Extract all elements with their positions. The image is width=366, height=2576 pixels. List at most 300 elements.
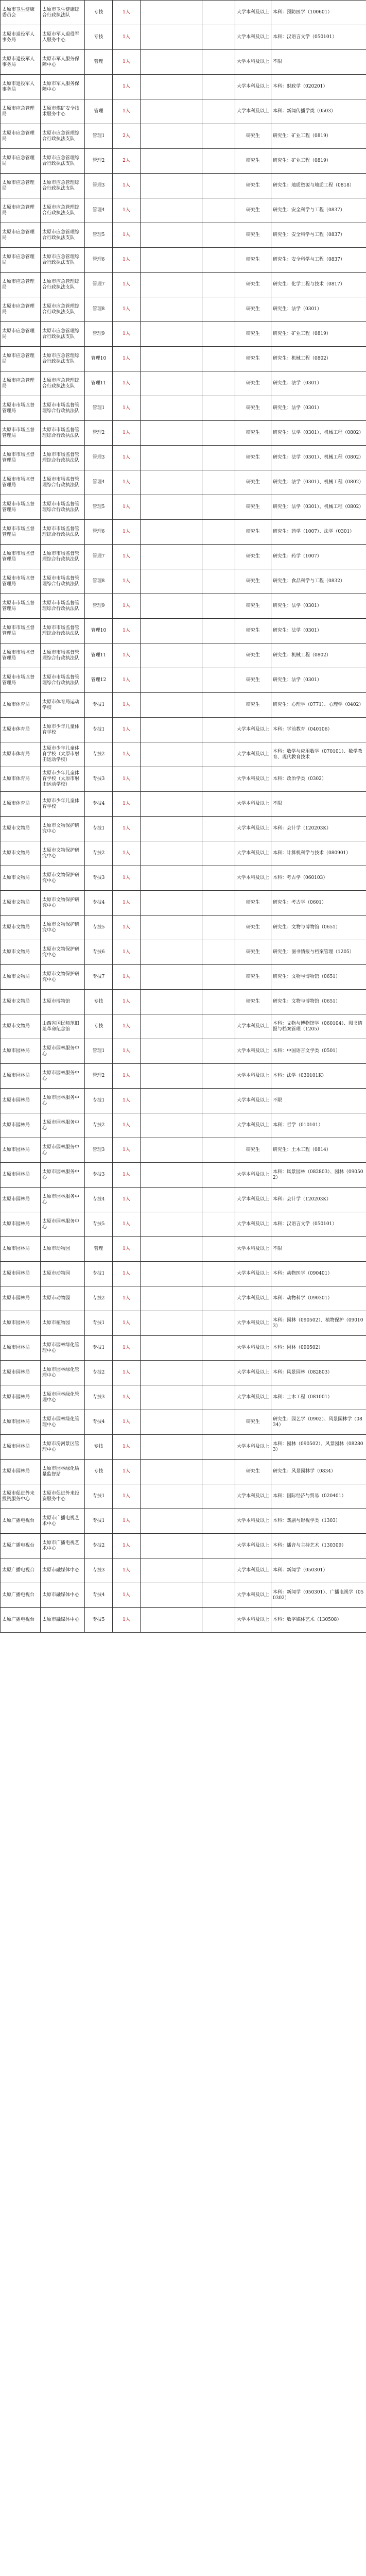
- table-row: [1, 990, 366, 1014]
- headcount-cell: 1人: [113, 841, 141, 866]
- position-type-cell: 管理11: [85, 371, 113, 396]
- department-cell: 太原广播电视台: [1, 1558, 41, 1583]
- position-type-cell: 专技2: [85, 1534, 113, 1558]
- position-type-cell: 管理5: [85, 223, 113, 248]
- extra-cell-2: [202, 1138, 235, 1163]
- major-cell: 本科：会计学（120203K）: [271, 1188, 366, 1212]
- department-cell: 太原市应急管理局: [1, 322, 41, 347]
- education-cell: 研究生: [235, 619, 271, 643]
- unit-cell: 太原市园林服务中心: [41, 1138, 85, 1163]
- department-cell: 太原市应急管理局: [1, 174, 41, 198]
- department-cell: 太原市园林局: [1, 1089, 41, 1113]
- position-type-cell: 管理7: [85, 545, 113, 569]
- extra-cell-1: [141, 718, 202, 742]
- major-cell: 研究生：安全科学与工程（0837）: [271, 223, 366, 248]
- department-cell: 太原市退役军人事务局: [1, 75, 41, 99]
- extra-cell-1: [141, 965, 202, 990]
- table-row: [1, 1014, 366, 1039]
- department-cell: 太原市应急管理局: [1, 149, 41, 174]
- extra-cell-1: [141, 99, 202, 124]
- education-cell: 大学本科及以上: [235, 1286, 271, 1311]
- position-type-cell: 管理5: [85, 495, 113, 520]
- education-cell: 研究生: [235, 668, 271, 693]
- department-cell: 太原市退役军人事务局: [1, 50, 41, 75]
- major-cell: 本科：播音与主持艺术（130309）: [271, 1534, 366, 1558]
- education-cell: 大学本科及以上: [235, 1163, 271, 1188]
- table-row: [1, 1138, 366, 1163]
- position-type-cell: 专技: [85, 25, 113, 50]
- headcount-cell: 1人: [113, 1188, 141, 1212]
- major-cell: 研究生：图书情报与档案管理（1205）: [271, 940, 366, 965]
- extra-cell-2: [202, 149, 235, 174]
- major-cell: 本科：戏剧与影视学类（1303）: [271, 1509, 366, 1534]
- unit-cell: 太原市应急管理综合行政执法支队: [41, 248, 85, 273]
- department-cell: 太原市体育局: [1, 742, 41, 767]
- extra-cell-2: [202, 668, 235, 693]
- major-cell: 研究生：法学（0301）、机械工程（0802）: [271, 446, 366, 470]
- extra-cell-1: [141, 1089, 202, 1113]
- table-row: [1, 1188, 366, 1212]
- headcount-cell: 1人: [113, 223, 141, 248]
- position-type-cell: 专技3: [85, 767, 113, 792]
- unit-cell: 太原市市场监督管理综合行政执法队: [41, 545, 85, 569]
- education-cell: 研究生: [235, 1410, 271, 1435]
- extra-cell-1: [141, 446, 202, 470]
- major-cell: 本科：国际经济与贸易（020401）: [271, 1484, 366, 1509]
- major-cell: 研究生：考古学（0601）: [271, 891, 366, 916]
- position-type-cell: 专技3: [85, 1385, 113, 1410]
- extra-cell-1: [141, 50, 202, 75]
- major-cell: 研究生：文物与博物馆（0651）: [271, 965, 366, 990]
- unit-cell: 太原市应急管理综合行政执法支队: [41, 322, 85, 347]
- extra-cell-1: [141, 792, 202, 817]
- major-cell: 研究生：文物与博物馆（0651）: [271, 990, 366, 1014]
- department-cell: 太原市应急管理局: [1, 273, 41, 297]
- major-cell: 本科：学前教育（040106）: [271, 718, 366, 742]
- headcount-cell: 1人: [113, 198, 141, 223]
- department-cell: 太原市市场监督管理局: [1, 421, 41, 446]
- unit-cell: 太原市融媒体中心: [41, 1608, 85, 1633]
- major-cell: 研究生：安全科学与工程（0837）: [271, 198, 366, 223]
- position-type-cell: 管理6: [85, 520, 113, 545]
- unit-cell: 太原市市场监督管理综合行政执法队: [41, 569, 85, 594]
- major-cell: 本科：汉语言文学（050101）: [271, 1212, 366, 1237]
- major-cell: 本科：计算机科学与技术（080901）: [271, 841, 366, 866]
- table-row: [1, 1583, 366, 1608]
- extra-cell-1: [141, 594, 202, 619]
- extra-cell-1: [141, 1410, 202, 1435]
- headcount-cell: 1人: [113, 767, 141, 792]
- education-cell: 研究生: [235, 470, 271, 495]
- unit-cell: 太原市应急管理综合行政执法支队: [41, 124, 85, 149]
- major-cell: 不限: [271, 1089, 366, 1113]
- extra-cell-1: [141, 1608, 202, 1633]
- department-cell: 太原市文物局: [1, 841, 41, 866]
- unit-cell: 太原市市场监督管理综合行政执法队: [41, 643, 85, 668]
- department-cell: 太原市应急管理局: [1, 99, 41, 124]
- headcount-cell: 1人: [113, 1509, 141, 1534]
- education-cell: 研究生: [235, 569, 271, 594]
- table-row: [1, 174, 366, 198]
- major-cell: 本科：法学（030101K）: [271, 1064, 366, 1089]
- table-row: [1, 50, 366, 75]
- unit-cell: 太原市应急管理综合行政执法支队: [41, 297, 85, 322]
- department-cell: 太原市园林局: [1, 1262, 41, 1286]
- headcount-cell: 1人: [113, 1361, 141, 1385]
- headcount-cell: 1人: [113, 1212, 141, 1237]
- extra-cell-2: [202, 866, 235, 891]
- extra-cell-2: [202, 124, 235, 149]
- table-row: [1, 470, 366, 495]
- education-cell: 研究生: [235, 297, 271, 322]
- position-type-cell: 管理6: [85, 248, 113, 273]
- unit-cell: 太原市军人服务保障中心: [41, 75, 85, 99]
- unit-cell: 太原市少年儿童体育学校（太原市射击运动学校）: [41, 767, 85, 792]
- extra-cell-1: [141, 223, 202, 248]
- unit-cell: 太原市博物馆: [41, 990, 85, 1014]
- position-type-cell: 专技: [85, 1014, 113, 1039]
- table-row: [1, 421, 366, 446]
- education-cell: 大学本科及以上: [235, 1, 271, 25]
- headcount-cell: 1人: [113, 1410, 141, 1435]
- table-row: [1, 940, 366, 965]
- extra-cell-1: [141, 1385, 202, 1410]
- headcount-cell: 1人: [113, 446, 141, 470]
- extra-cell-1: [141, 891, 202, 916]
- extra-cell-2: [202, 75, 235, 99]
- major-cell: 不限: [271, 50, 366, 75]
- education-cell: 研究生: [235, 693, 271, 718]
- unit-cell: 太原市园林绿化管理中心: [41, 1336, 85, 1361]
- headcount-cell: 1人: [113, 1608, 141, 1633]
- position-type-cell: 管理2: [85, 1064, 113, 1089]
- table-row: [1, 223, 366, 248]
- extra-cell-2: [202, 1212, 235, 1237]
- position-type-cell: 专技1: [85, 1484, 113, 1509]
- extra-cell-2: [202, 965, 235, 990]
- headcount-cell: 1人: [113, 470, 141, 495]
- education-cell: 研究生: [235, 198, 271, 223]
- education-cell: 大学本科及以上: [235, 1113, 271, 1138]
- unit-cell: 太原市文物保护研究中心: [41, 916, 85, 940]
- unit-cell: 太原市园林绿化管理中心: [41, 1410, 85, 1435]
- unit-cell: 太原市市场监督管理综合行政执法队: [41, 594, 85, 619]
- unit-cell: 太原市军人服务保障中心: [41, 50, 85, 75]
- education-cell: 大学本科及以上: [235, 1435, 271, 1460]
- unit-cell: 太原市少年儿童体育学校: [41, 718, 85, 742]
- extra-cell-2: [202, 767, 235, 792]
- extra-cell-1: [141, 866, 202, 891]
- extra-cell-2: [202, 1064, 235, 1089]
- department-cell: 太原市园林局: [1, 1138, 41, 1163]
- headcount-cell: 1人: [113, 1262, 141, 1286]
- major-cell: 研究生：法学（0301）、机械工程（0802）: [271, 421, 366, 446]
- headcount-cell: 1人: [113, 792, 141, 817]
- department-cell: 太原市文物局: [1, 940, 41, 965]
- extra-cell-2: [202, 520, 235, 545]
- position-type-cell: 专技1: [85, 1089, 113, 1113]
- department-cell: 太原市园林局: [1, 1410, 41, 1435]
- unit-cell: 太原市应急管理综合行政执法支队: [41, 223, 85, 248]
- table-row: [1, 371, 366, 396]
- position-type-cell: 管理9: [85, 594, 113, 619]
- extra-cell-2: [202, 545, 235, 569]
- extra-cell-2: [202, 1039, 235, 1064]
- extra-cell-2: [202, 742, 235, 767]
- major-cell: 研究生：食品科学与工程（0832）: [271, 569, 366, 594]
- major-cell: 研究生：心理学（0771）、心理学（0402）: [271, 693, 366, 718]
- education-cell: 大学本科及以上: [235, 718, 271, 742]
- headcount-cell: 2人: [113, 149, 141, 174]
- table-row: [1, 1509, 366, 1534]
- headcount-cell: 1人: [113, 718, 141, 742]
- department-cell: 太原市市场监督管理局: [1, 545, 41, 569]
- department-cell: 太原市应急管理局: [1, 198, 41, 223]
- unit-cell: 太原市应急管理综合行政执法支队: [41, 198, 85, 223]
- unit-cell: 太原市文物保护研究中心: [41, 866, 85, 891]
- headcount-cell: 1人: [113, 619, 141, 643]
- education-cell: 研究生: [235, 940, 271, 965]
- department-cell: 太原市退役军人事务局: [1, 25, 41, 50]
- table-row: [1, 1385, 366, 1410]
- position-type-cell: 专技2: [85, 1361, 113, 1385]
- position-type-cell: 管理4: [85, 198, 113, 223]
- department-cell: 太原市园林局: [1, 1163, 41, 1188]
- position-type-cell: 专技4: [85, 1188, 113, 1212]
- table-row: [1, 693, 366, 718]
- headcount-cell: 1人: [113, 25, 141, 50]
- extra-cell-2: [202, 916, 235, 940]
- position-type-cell: 管理1: [85, 124, 113, 149]
- position-type-cell: 管理8: [85, 297, 113, 322]
- unit-cell: 太原市融媒体中心: [41, 1583, 85, 1608]
- major-cell: 研究生：法学（0301）、机械工程（0802）: [271, 495, 366, 520]
- major-cell: 本科：数学与应用数学（070101）、数学教育、现代教育技术: [271, 742, 366, 767]
- extra-cell-2: [202, 1286, 235, 1311]
- table-row: [1, 396, 366, 421]
- extra-cell-2: [202, 446, 235, 470]
- education-cell: 研究生: [235, 520, 271, 545]
- education-cell: 大学本科及以上: [235, 1583, 271, 1608]
- education-cell: 大学本科及以上: [235, 742, 271, 767]
- department-cell: 太原市文物局: [1, 916, 41, 940]
- major-cell: 本科：园林（090502）、植物保护（090103）: [271, 1311, 366, 1336]
- department-cell: 太原市卫生健康委员会: [1, 1, 41, 25]
- education-cell: 大学本科及以上: [235, 1064, 271, 1089]
- major-cell: 研究生：法学（0301）: [271, 297, 366, 322]
- position-type-cell: 管理: [85, 50, 113, 75]
- headcount-cell: 1人: [113, 1286, 141, 1311]
- department-cell: 太原市文物局: [1, 990, 41, 1014]
- headcount-cell: 1人: [113, 1558, 141, 1583]
- extra-cell-2: [202, 421, 235, 446]
- education-cell: 研究生: [235, 174, 271, 198]
- extra-cell-2: [202, 1336, 235, 1361]
- extra-cell-1: [141, 1534, 202, 1558]
- position-type-cell: 专技4: [85, 1410, 113, 1435]
- table-row: [1, 891, 366, 916]
- department-cell: 太原市市场监督管理局: [1, 520, 41, 545]
- major-cell: 研究生：法学（0301）: [271, 668, 366, 693]
- extra-cell-2: [202, 1608, 235, 1633]
- extra-cell-2: [202, 297, 235, 322]
- table-row: [1, 545, 366, 569]
- position-type-cell: 管理8: [85, 569, 113, 594]
- education-cell: 大学本科及以上: [235, 1039, 271, 1064]
- major-cell: 本科：风景园林（082803）、园林（090502）: [271, 1163, 366, 1188]
- position-type-cell: 专技: [85, 990, 113, 1014]
- table-row: [1, 1435, 366, 1460]
- major-cell: 本科：风景园林（082803）: [271, 1361, 366, 1385]
- department-cell: 太原市市场监督管理局: [1, 569, 41, 594]
- unit-cell: 太原市军人退役军人服务中心: [41, 25, 85, 50]
- headcount-cell: 1人: [113, 940, 141, 965]
- table-row: [1, 1534, 366, 1558]
- table-row: [1, 347, 366, 371]
- position-type-cell: 专技2: [85, 1113, 113, 1138]
- headcount-cell: 1人: [113, 396, 141, 421]
- department-cell: 太原市市场监督管理局: [1, 446, 41, 470]
- major-cell: 本科：新闻学（050301）: [271, 1558, 366, 1583]
- major-cell: 本科：哲学（010101）: [271, 1113, 366, 1138]
- education-cell: 大学本科及以上: [235, 1188, 271, 1212]
- major-cell: 研究生：文物与博物馆（0651）: [271, 916, 366, 940]
- unit-cell: 太原市园林服务中心: [41, 1064, 85, 1089]
- extra-cell-2: [202, 643, 235, 668]
- headcount-cell: 1人: [113, 1460, 141, 1484]
- headcount-cell: 1人: [113, 50, 141, 75]
- department-cell: 太原市文物局: [1, 817, 41, 841]
- department-cell: 太原市应急管理局: [1, 371, 41, 396]
- department-cell: 太原市园林局: [1, 1064, 41, 1089]
- extra-cell-1: [141, 1484, 202, 1509]
- position-type-cell: 专技2: [85, 841, 113, 866]
- table-row: [1, 198, 366, 223]
- department-cell: 太原市应急管理局: [1, 347, 41, 371]
- extra-cell-1: [141, 297, 202, 322]
- unit-cell: 太原市市场监督管理综合行政执法队: [41, 668, 85, 693]
- education-cell: 大学本科及以上: [235, 75, 271, 99]
- major-cell: 本科：政治学类（0302）: [271, 767, 366, 792]
- education-cell: 大学本科及以上: [235, 1361, 271, 1385]
- table-row: [1, 1163, 366, 1188]
- unit-cell: 太原市园林服务中心: [41, 1113, 85, 1138]
- extra-cell-2: [202, 1, 235, 25]
- position-type-cell: 专技1: [85, 718, 113, 742]
- headcount-cell: 1人: [113, 1064, 141, 1089]
- table-row: [1, 643, 366, 668]
- unit-cell: 太原市文物保护研究中心: [41, 940, 85, 965]
- extra-cell-1: [141, 75, 202, 99]
- extra-cell-1: [141, 248, 202, 273]
- headcount-cell: 1人: [113, 273, 141, 297]
- major-cell: 研究生：机械工程（0802）: [271, 347, 366, 371]
- position-type-cell: 专技7: [85, 965, 113, 990]
- education-cell: 研究生: [235, 965, 271, 990]
- extra-cell-1: [141, 1212, 202, 1237]
- extra-cell-2: [202, 50, 235, 75]
- extra-cell-1: [141, 470, 202, 495]
- unit-cell: 太原市园林服务中心: [41, 1089, 85, 1113]
- extra-cell-1: [141, 693, 202, 718]
- major-cell: 研究生：矿业工程（0819）: [271, 322, 366, 347]
- position-type-cell: [85, 75, 113, 99]
- major-cell: 本科：新闻学（050301）、广播电视学（050302）: [271, 1583, 366, 1608]
- department-cell: 太原市市场监督管理局: [1, 594, 41, 619]
- headcount-cell: 1人: [113, 322, 141, 347]
- extra-cell-2: [202, 495, 235, 520]
- table-row: [1, 520, 366, 545]
- extra-cell-2: [202, 569, 235, 594]
- major-cell: 研究生：药学（1007）、法学（0301）: [271, 520, 366, 545]
- department-cell: 太原市园林局: [1, 1385, 41, 1410]
- extra-cell-1: [141, 1509, 202, 1534]
- extra-cell-1: [141, 668, 202, 693]
- education-cell: 大学本科及以上: [235, 1534, 271, 1558]
- table-row: [1, 248, 366, 273]
- table-row: [1, 1608, 366, 1633]
- table-row: [1, 1064, 366, 1089]
- extra-cell-1: [141, 198, 202, 223]
- table-row: [1, 965, 366, 990]
- unit-cell: 太原市应急管理综合行政执法支队: [41, 371, 85, 396]
- extra-cell-1: [141, 1113, 202, 1138]
- table-row: [1, 916, 366, 940]
- extra-cell-1: [141, 1558, 202, 1583]
- major-cell: 研究生：矿业工程（0819）: [271, 124, 366, 149]
- extra-cell-2: [202, 891, 235, 916]
- position-type-cell: 管理: [85, 1237, 113, 1262]
- extra-cell-1: [141, 940, 202, 965]
- extra-cell-2: [202, 594, 235, 619]
- extra-cell-2: [202, 174, 235, 198]
- extra-cell-1: [141, 347, 202, 371]
- extra-cell-2: [202, 322, 235, 347]
- extra-cell-2: [202, 940, 235, 965]
- position-type-cell: 管理2: [85, 149, 113, 174]
- position-type-cell: 专技1: [85, 817, 113, 841]
- major-cell: 研究生：法学（0301）: [271, 396, 366, 421]
- department-cell: 太原市体育局: [1, 767, 41, 792]
- extra-cell-1: [141, 817, 202, 841]
- unit-cell: 太原市卫生健康综合行政执法队: [41, 1, 85, 25]
- extra-cell-2: [202, 817, 235, 841]
- department-cell: 太原市应急管理局: [1, 248, 41, 273]
- unit-cell: 太原市应急管理综合行政执法支队: [41, 273, 85, 297]
- department-cell: 太原市市场监督管理局: [1, 619, 41, 643]
- education-cell: 研究生: [235, 124, 271, 149]
- position-type-cell: 管理3: [85, 1138, 113, 1163]
- table-row: [1, 1212, 366, 1237]
- table-row: [1, 149, 366, 174]
- extra-cell-2: [202, 347, 235, 371]
- headcount-cell: 2人: [113, 124, 141, 149]
- headcount-cell: 1人: [113, 1089, 141, 1113]
- major-cell: 不限: [271, 1237, 366, 1262]
- headcount-cell: 1人: [113, 495, 141, 520]
- major-cell: 本科：园林（090502）: [271, 1336, 366, 1361]
- headcount-cell: 1人: [113, 1583, 141, 1608]
- table-row: [1, 569, 366, 594]
- extra-cell-1: [141, 916, 202, 940]
- extra-cell-2: [202, 1237, 235, 1262]
- extra-cell-1: [141, 1014, 202, 1039]
- extra-cell-1: [141, 619, 202, 643]
- headcount-cell: 1人: [113, 668, 141, 693]
- education-cell: 研究生: [235, 149, 271, 174]
- department-cell: 太原市体育局: [1, 718, 41, 742]
- extra-cell-2: [202, 841, 235, 866]
